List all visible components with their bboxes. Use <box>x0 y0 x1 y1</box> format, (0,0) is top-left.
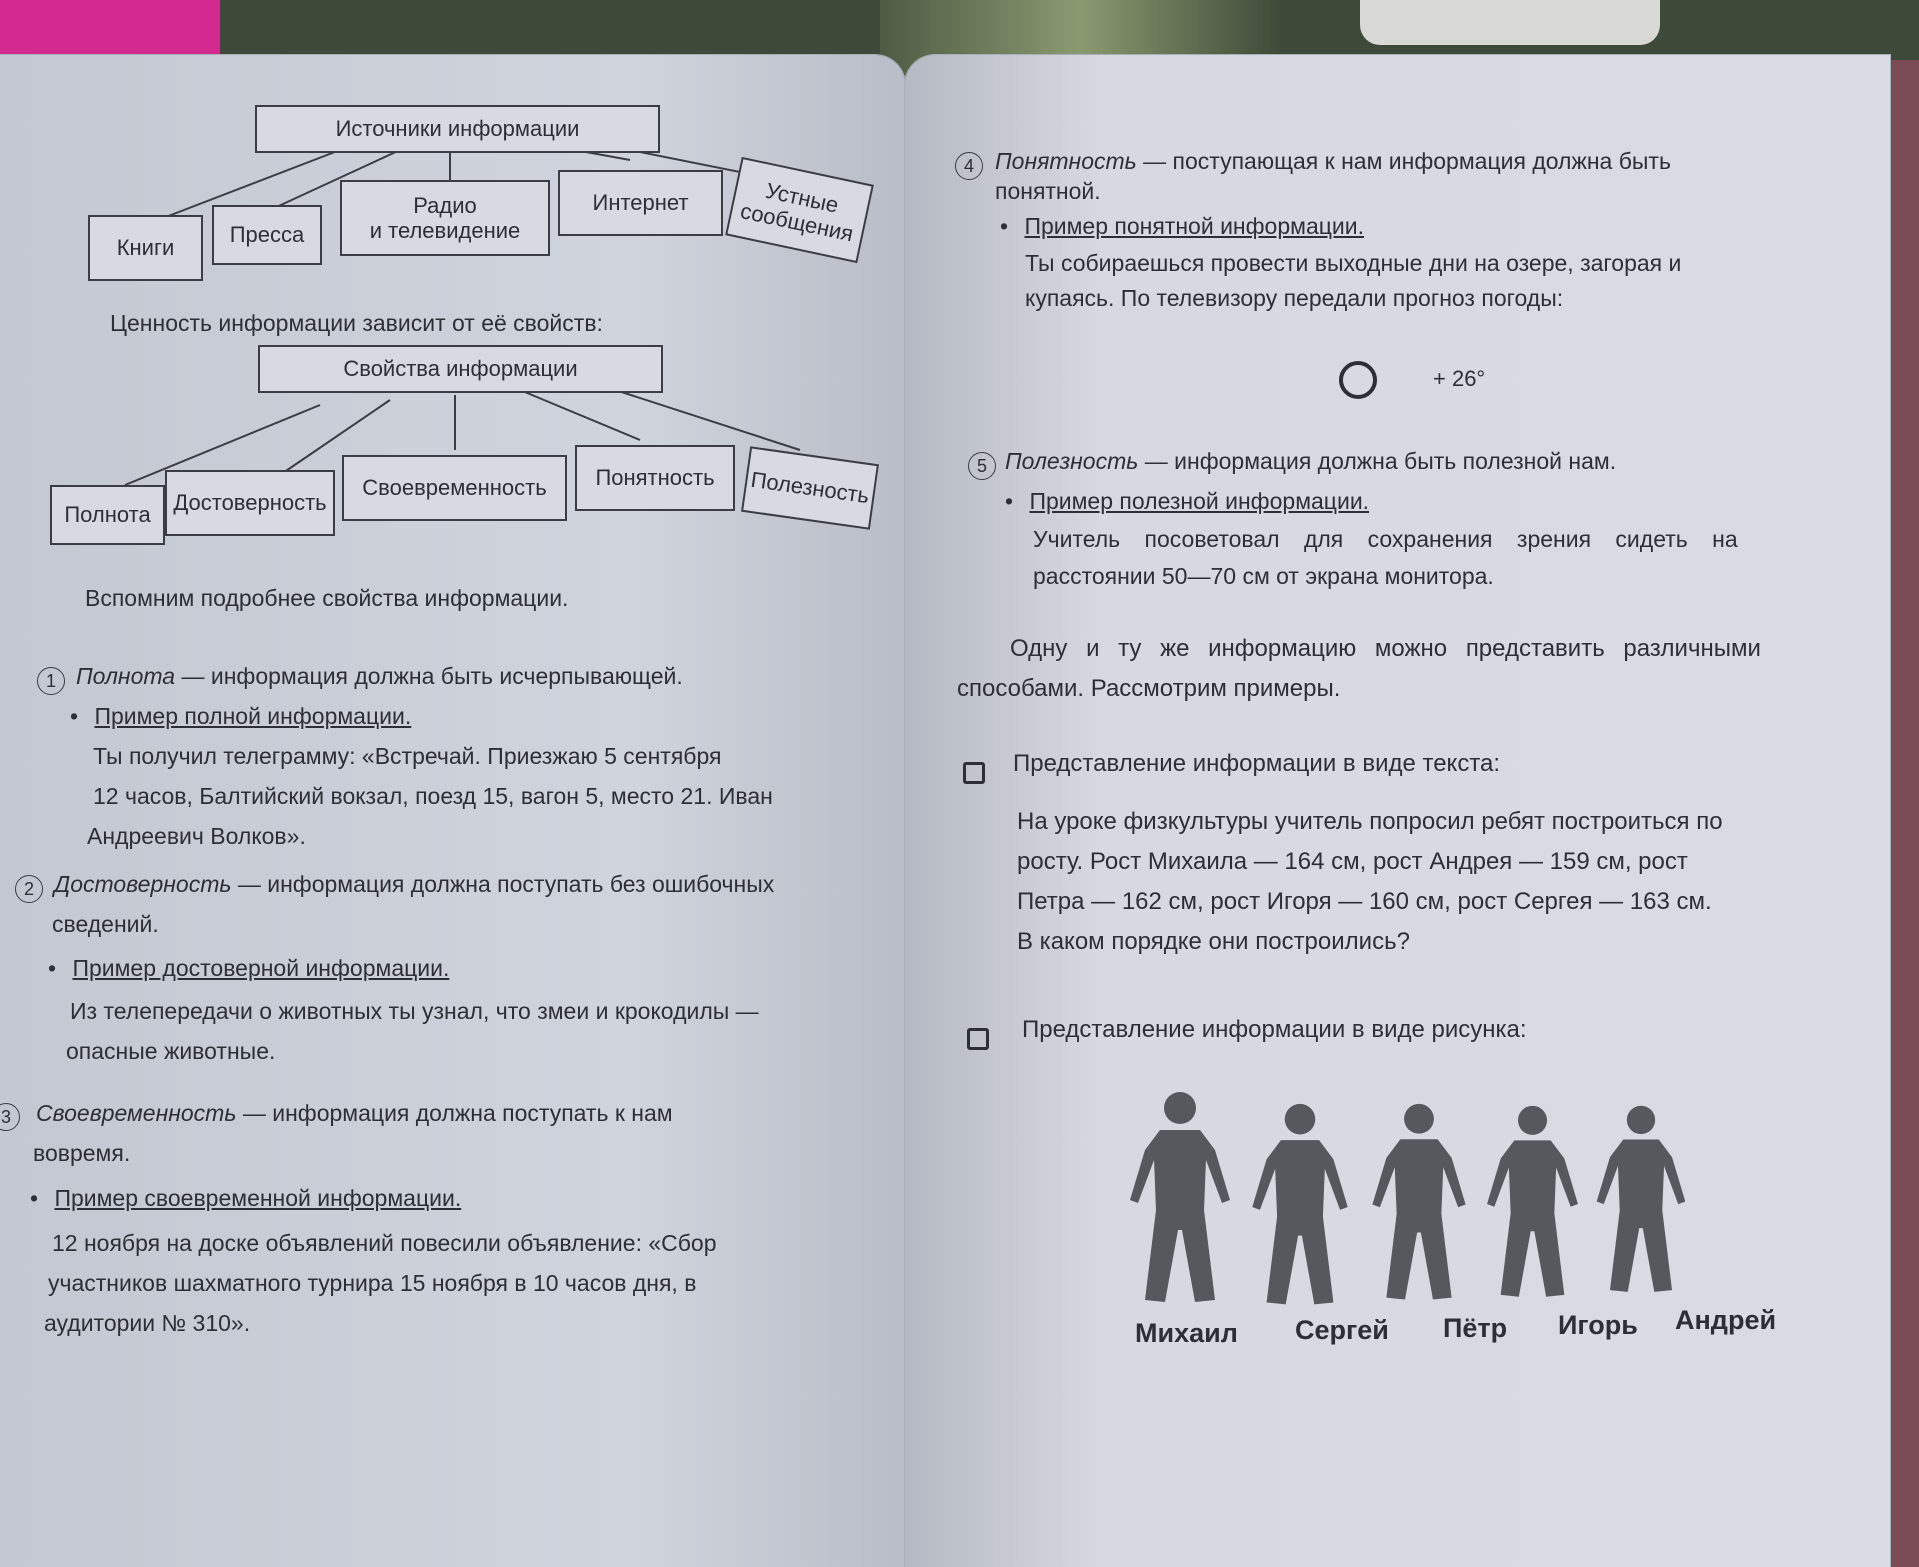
property3-example-heading <box>30 1180 461 1217</box>
property2-example-heading-text: Пример достоверной информации. <box>72 955 450 981</box>
text-repr-line2: росту. Рост Михаила — 164 см, рост Андрея — 159 см, рост <box>1017 848 1688 875</box>
same-info-line2: способами. Рассмотрим примеры. <box>957 675 1341 702</box>
property-usefulness: Полезность <box>749 467 871 509</box>
property1-example-line2: 12 часов, Балтийский вокзал, поезд 15, вагон 5, место 21. Иван <box>93 783 773 809</box>
property2-definition-line2: сведений. <box>52 911 159 937</box>
property4-example-heading <box>1000 208 1364 245</box>
property4-example-line1: Ты собираешься провести выходные дни на озере, загорая и <box>1025 250 1682 276</box>
recall-sentence: Вспомним подробнее свойства информации. <box>85 585 569 611</box>
property5-example-line2: расстоянии 50—70 см от экрана монитора. <box>1033 563 1494 589</box>
property-reliability: Достоверность <box>173 490 327 516</box>
left-page <box>0 55 905 1567</box>
checkbox-icon <box>963 762 985 784</box>
source-oral: Устные сообщения <box>738 177 856 247</box>
source-press-box <box>212 205 322 265</box>
property5-example-heading-text: Пример полезной информации. <box>1029 488 1370 514</box>
property5-term: Полезность <box>1005 448 1139 474</box>
source-internet: Интернет <box>592 190 689 216</box>
property1-example-line3: Андреевич Волков». <box>87 823 306 849</box>
value-sentence: Ценность информации зависит от её свойств: <box>110 310 603 336</box>
property-completeness: Полнота <box>64 502 151 528</box>
property5-example-heading <box>1005 483 1369 520</box>
property3-example-line3: аудитории № 310». <box>44 1310 251 1336</box>
right-page <box>905 55 1890 1567</box>
sources-title-box <box>255 105 660 153</box>
property4-term: Понятность <box>995 148 1137 174</box>
source-books: Книги <box>116 235 175 261</box>
property3-definition-text: — информация должна поступать к нам <box>236 1100 673 1126</box>
property-timeliness-box <box>342 455 567 521</box>
property4-definition-text: — поступающая к нам информация должна быть <box>1136 148 1671 174</box>
property3-number: 3 <box>0 1103 20 1131</box>
text-repr-heading: Представление информации в виде текста: <box>1013 750 1501 777</box>
source-radio-tv-box <box>340 180 550 256</box>
property-clarity: Понятность <box>595 465 715 491</box>
property4-definition-line2: понятной. <box>995 178 1101 204</box>
text-repr-line1: На уроке физкультуры учитель попросил ребят построиться по <box>1017 808 1723 835</box>
person-silhouette-icon <box>1240 1102 1360 1312</box>
property4-number: 4 <box>955 152 983 180</box>
source-books-box <box>88 215 203 281</box>
person-silhouette-icon <box>1360 1102 1478 1307</box>
property4-example-line2: купаясь. По телевизору передали прогноз погоды: <box>1025 285 1564 311</box>
source-press: Пресса <box>229 222 305 248</box>
property3-example-line1: 12 ноября на доске объявлений повесили объявление: «Сбор <box>52 1230 717 1256</box>
person-name-mikhail: Михаил <box>1135 1318 1238 1348</box>
forecast-temperature: + 26° <box>1433 366 1486 391</box>
property1-definition <box>76 658 683 695</box>
source-internet-box <box>558 170 723 236</box>
property3-definition-line2: вовремя. <box>33 1140 131 1166</box>
properties-title-box <box>258 345 663 393</box>
property2-example-line1: Из телепередачи о животных ты узнал, что змеи и крокодилы — <box>70 998 759 1024</box>
property3-term: Своевременность <box>36 1100 237 1126</box>
person-name-petr: Пётр <box>1443 1313 1508 1343</box>
property5-definition-text: — информация должна быть полезной нам. <box>1138 448 1617 474</box>
property2-example-line2: опасные животные. <box>66 1038 276 1064</box>
property2-definition-text: — информация должна поступать без ошибочных <box>231 871 775 897</box>
person-silhouette-icon <box>1120 1090 1240 1310</box>
text-repr-line4: В каком порядке они построились? <box>1017 928 1410 955</box>
property2-definition <box>54 866 774 903</box>
sources-title: Источники информации <box>335 116 580 142</box>
sun-icon <box>1333 355 1383 405</box>
property5-number: 5 <box>968 452 996 480</box>
property3-example-heading-text: Пример своевременной информации. <box>54 1185 462 1211</box>
person-name-andrey: Андрей <box>1675 1305 1777 1335</box>
text-repr-line3: Петра — 162 см, рост Игоря — 160 см, рост Сергея — 163 см. <box>1017 888 1712 915</box>
property1-example-line1: Ты получил телеграмму: «Встречай. Приезжаю 5 сентября <box>93 743 722 769</box>
property1-example-heading-text: Пример полной информации. <box>94 703 412 729</box>
person-silhouette-icon <box>1475 1104 1590 1304</box>
property1-definition-text: — информация должна быть исчерпывающей. <box>175 663 683 689</box>
property4-example-heading-text: Пример понятной информации. <box>1024 213 1364 239</box>
property2-term: Достоверность <box>54 871 232 897</box>
property3-example-line2: участников шахматного турнира 15 ноября в 10 часов дня, в <box>48 1270 697 1296</box>
property-completeness-box <box>50 485 165 545</box>
property1-number: 1 <box>37 667 65 695</box>
person-silhouette-icon <box>1585 1104 1697 1299</box>
property2-number: 2 <box>15 875 43 903</box>
checkbox-icon <box>967 1028 989 1050</box>
property-clarity-box <box>575 445 735 511</box>
property2-example-heading <box>48 950 449 987</box>
property-timeliness: Своевременность <box>362 475 547 501</box>
property5-example-line1: Учитель посоветовал для сохранения зрения сидеть на <box>1033 526 1738 552</box>
same-info-line1: Одну и ту же информацию можно представить различными <box>1010 635 1761 662</box>
person-name-sergey: Сергей <box>1295 1315 1389 1345</box>
property-reliability-box <box>165 470 335 536</box>
property1-term: Полнота <box>76 663 176 689</box>
property3-definition <box>36 1095 673 1132</box>
person-name-igor: Игорь <box>1558 1310 1638 1340</box>
source-radio-tv: Радио и телевидение <box>369 192 521 243</box>
property5-definition <box>1005 443 1616 480</box>
picture-repr-heading: Представление информации в виде рисунка: <box>1022 1016 1527 1043</box>
property1-example-heading <box>70 698 411 735</box>
background-object <box>1360 0 1660 45</box>
properties-title: Свойства информации <box>343 356 578 382</box>
